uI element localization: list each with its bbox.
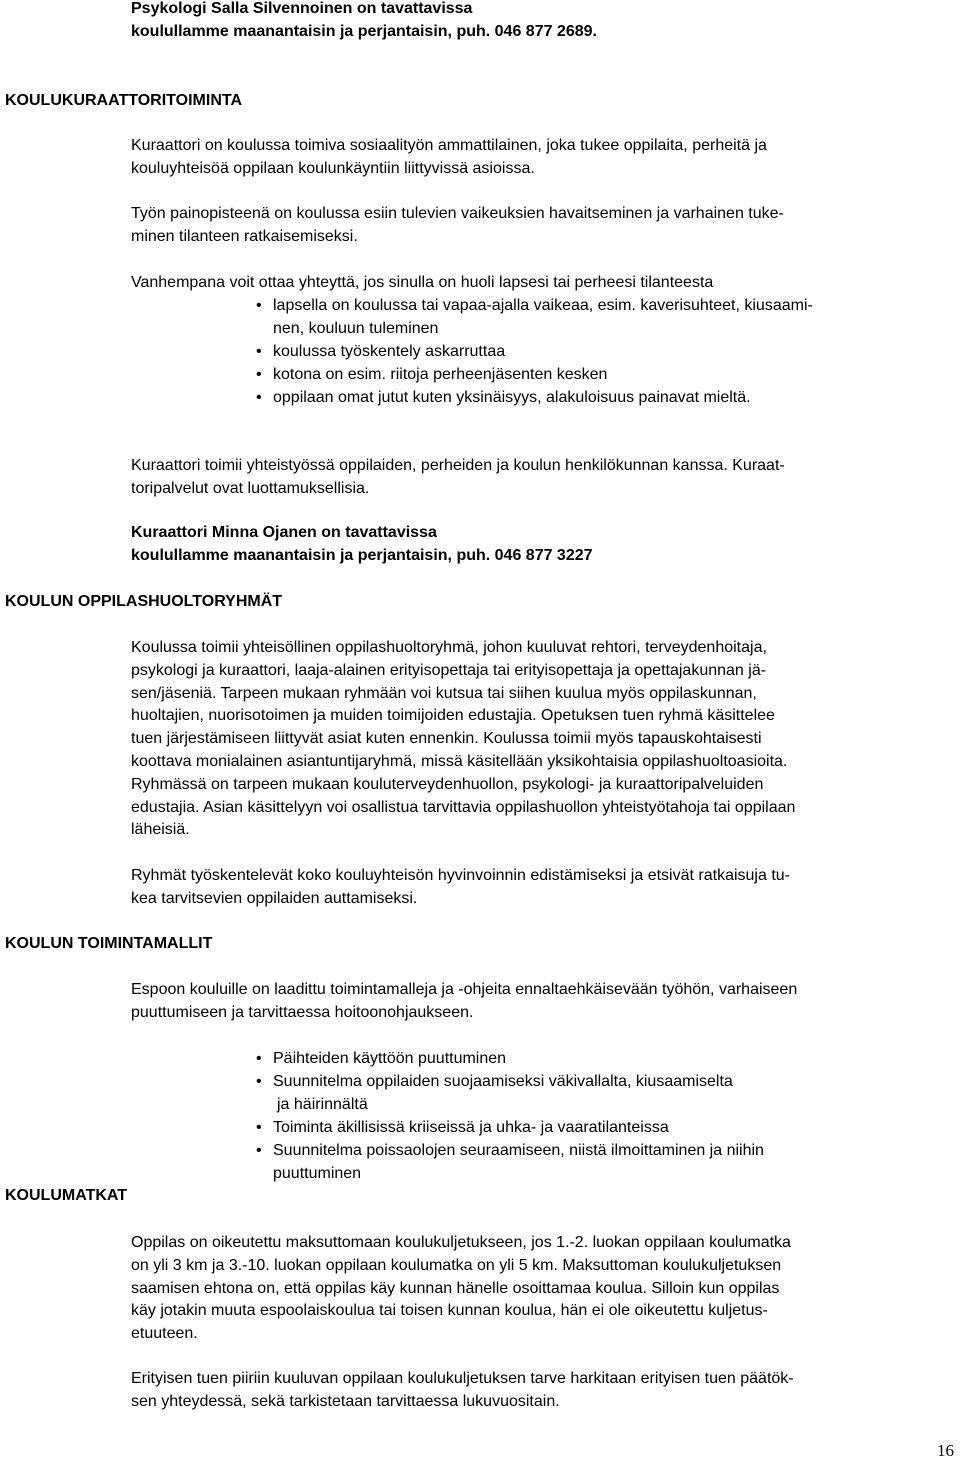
trips-paragraph-2	[131, 1368, 794, 1414]
text-line: Psykologi Salla Silvennoinen on tavattavissa	[131, 0, 473, 17]
text-line: Ryhmässä on tarpeen mukaan kouluterveydenhuollon, psykologi- ja kuraattoripalveluiden	[131, 775, 764, 793]
psychologist-contact	[131, 0, 597, 44]
welfare-paragraph-1	[131, 637, 795, 842]
text-line: edustajia. Asian käsittelyyn voi osallistua tarvittavia oppilashuollon yhteistyötahoja tai oppilaan	[131, 798, 796, 816]
curator-focus	[131, 203, 784, 249]
curator-cooperation	[131, 455, 785, 501]
text-line: koulullamme maanantaisin ja perjantaisin, puh. 046 877 2689.	[131, 22, 597, 40]
text-line: Kuraattori toimii yhteistyössä oppilaiden, perheiden ja koulun henkilökunnan kanssa. Kuraat-	[131, 457, 785, 474]
text-line: koottava monialainen asiantuntijaryhmä, missä käsitellään yksikohtaisia oppilashuoltoasioita.	[131, 752, 788, 770]
list-item: • koulussa työskentely askarruttaa	[273, 341, 505, 364]
text-line: Koulussa toimii yhteisöllinen oppilashuoltoryhmä, johon kuuluvat rehtori, terveydenhoitaja,	[131, 639, 767, 656]
list-item-continuation: puuttuminen	[273, 1165, 362, 1182]
text-line: Kuraattori on koulussa toimiva sosiaalityön ammattilainen, joka tukee oppilaita, perheitä ja	[131, 137, 767, 154]
models-intro	[131, 979, 797, 1025]
list-item: • lapsella on koulussa tai vapaa-ajalla vaikeaa, esim. kaverisuhteet, kiusaami-	[273, 295, 813, 318]
text-line: etuuteen.	[131, 1325, 198, 1343]
text-line: kouluyhteisöä oppilaan koulunkäyntiin liittyvissä asioissa.	[131, 159, 535, 177]
text-line: läheisiä.	[131, 821, 190, 839]
text-line: sen yhteydessä, sekä tarkistetaan tarvittaessa lukuvuositain.	[131, 1392, 560, 1410]
text-line: saamisen ehtona on, että oppilas käy kunnan hänelle osoittamaa koulua. Silloin kun oppilas	[131, 1279, 780, 1297]
text-line: Ryhmät työskentelevät koko kouluyhteisön hyvinvoinnin edistämiseksi ja etsivät ratkaisuja tu-	[131, 867, 790, 884]
curator-intro	[131, 135, 767, 181]
text-line: Työn painopisteenä on koulussa esiin tulevien vaikeuksien havaitseminen ja varhainen tuke-	[131, 205, 784, 222]
list-item-continuation: nen, kouluun tuleminen	[273, 320, 439, 337]
curator-contact	[131, 522, 593, 568]
text-line: psykologi ja kuraattori, laaja-alainen erityisopettaja tai erityisopettaja ja opettajakunnan jä-	[131, 661, 767, 679]
page-number: 16	[937, 1441, 954, 1460]
section-heading-curator: KOULUKURAATTORITOIMINTA	[5, 92, 243, 109]
text-line: Oppilas on oikeutettu maksuttomaan koulukuljetukseen, jos 1.-2. luokan oppilaan koulumatka	[131, 1234, 791, 1251]
text-line: kea tarvitsevien oppilaiden auttamiseksi.	[131, 889, 418, 907]
section-heading-trips: KOULUMATKAT	[5, 1187, 128, 1204]
list-item: • Toiminta äkillisissä kriiseissä ja uhka- ja vaaratilanteissa	[273, 1117, 669, 1140]
welfare-paragraph-2	[131, 865, 790, 911]
list-item: • Päihteiden käyttöön puuttuminen	[273, 1048, 506, 1071]
text-line: puuttumiseen ja tarvittaessa hoitoonohjaukseen.	[131, 1003, 474, 1021]
section-heading-models: KOULUN TOIMINTAMALLIT	[5, 935, 213, 952]
list-item: • kotona on esim. riitoja perheenjäsenten kesken	[273, 364, 607, 387]
list-item-continuation: ja häirinnältä	[277, 1096, 368, 1113]
section-heading-welfare: KOULUN OPPILASHUOLTORYHMÄT	[5, 593, 283, 610]
curator-contact-intro: Vanhempana voit ottaa yhteyttä, jos sinulla on huoli lapsesi tai perheesi tilanteesta	[131, 274, 714, 291]
text-line: käy jotakin muuta espoolaiskoulua tai toisen kunnan koulua, hän ei ole oikeutettu kuljetus-	[131, 1302, 768, 1320]
list-item: • Suunnitelma oppilaiden suojaamiseksi väkivallalta, kiusaamiselta	[273, 1071, 733, 1094]
text-line: minen tilanteen ratkaisemiseksi.	[131, 227, 358, 245]
text-line: Erityisen tuen piiriin kuuluvan oppilaan koulukuljetuksen tarve harkitaan erityisen tuen päätök-	[131, 1370, 794, 1387]
text-line: on yli 3 km ja 3.-10. luokan oppilaan koulumatka on yli 5 km. Maksuttoman koulukuljetuksen	[131, 1256, 782, 1274]
text-line: huoltajien, nuorisotoimen ja muiden toimijoiden edustajia. Opetuksen tuen ryhmä käsittelee	[131, 707, 775, 725]
list-item: • Suunnitelma poissaolojen seuraamiseen, niistä ilmoittaminen ja niihin	[273, 1140, 764, 1163]
text-line: Kuraattori Minna Ojanen on tavattavissa	[131, 524, 437, 541]
trips-paragraph-1	[131, 1232, 791, 1346]
text-line: toripalvelut ovat luottamuksellisia.	[131, 479, 370, 497]
list-item: • oppilaan omat jutut kuten yksinäisyys, alakuloisuus painavat mieltä.	[273, 387, 751, 410]
text-line: koulullamme maanantaisin ja perjantaisin, puh. 046 877 3227	[131, 546, 593, 564]
text-line: tuen järjestämiseen liittyvät asiat kuten ennenkin. Koulussa toimii myös tapauskohtaisesti	[131, 730, 762, 748]
text-line: Espoon kouluille on laadittu toimintamalleja ja -ohjeita ennaltaehkäisevään työhön, varhaiseen	[131, 981, 798, 998]
text-line: sen/jäseniä. Tarpeen mukaan ryhmään voi kutsua tai siihen kuulua myös oppilaskunnan,	[131, 684, 757, 702]
